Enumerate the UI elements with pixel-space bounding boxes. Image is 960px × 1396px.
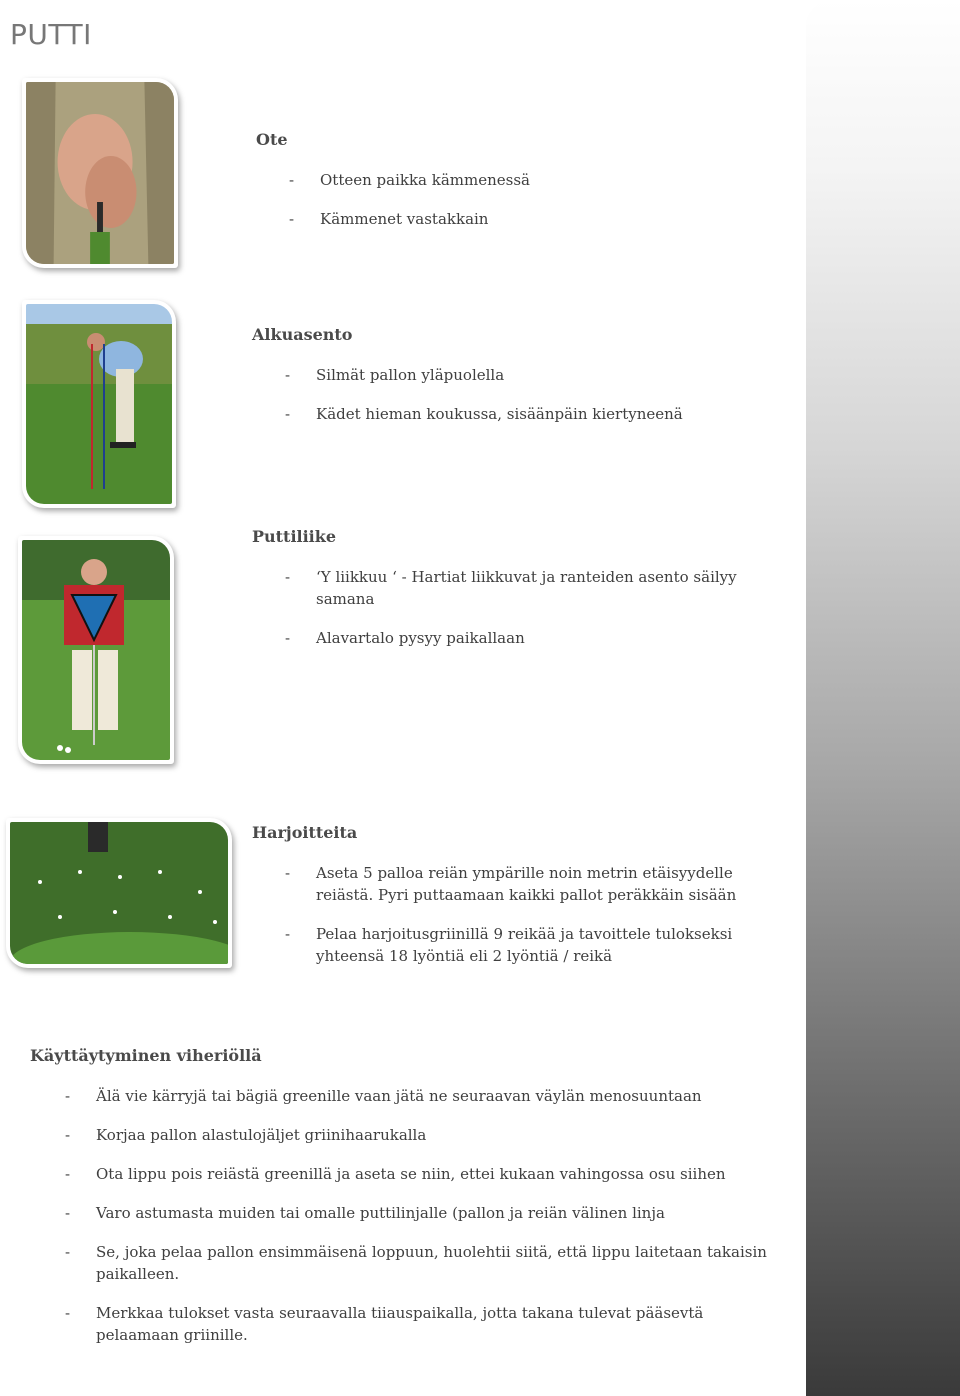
section-heading: Ote xyxy=(256,130,288,149)
grip-photo xyxy=(22,78,178,268)
list-item: - Otteen paikka kämmenessä xyxy=(289,171,530,189)
section-heading: Harjoitteita xyxy=(252,823,358,842)
list-item: - Se, joka pelaa pallon ensimmäisenä loppuun, huolehtii siitä, että lippu laitetaan takaisin paikalleen. xyxy=(65,1243,767,1283)
list-item: - Kämmenet vastakkain xyxy=(289,210,489,228)
list-item: - Ota lippu pois reiästä greenillä ja aseta se niin, ettei kukaan vahingossa osu siihen xyxy=(65,1165,726,1183)
list-item: - Varo astumasta muiden tai omalle puttilinjalle (pallon ja reiän välinen linja xyxy=(65,1204,665,1222)
stroke-photo xyxy=(18,536,174,764)
section-alkuasento xyxy=(252,325,772,442)
list-item: - Älä vie kärryjä tai bägiä greenille vaan jätä ne seuraavan väylän menosuuntaan xyxy=(65,1087,702,1105)
list-item: - Aseta 5 palloa reiän ympärille noin metrin etäisyydelle reiästä. Pyri puttaamaan kaikki pallot peräkkäin sisään xyxy=(285,864,737,904)
list-item: - Korjaa pallon alastulojäljet griinihaarukalla xyxy=(65,1126,427,1144)
section-heading: Käyttäytyminen viheriöllä xyxy=(30,1046,262,1065)
section-ote xyxy=(256,130,776,247)
section-heading: Alkuasento xyxy=(252,325,353,344)
list-item: - Pelaa harjoitusgriinillä 9 reikää ja tavoittele tulokseksi yhteensä 18 lyöntiä eli 2 lyöntiä / reikä xyxy=(285,925,733,965)
setup-photo xyxy=(22,300,176,508)
section-heading: Puttiliike xyxy=(252,527,337,546)
page-title: PUTTI xyxy=(10,18,92,51)
list-item: - Alavartalo pysyy paikallaan xyxy=(285,629,525,647)
practice-green-photo xyxy=(6,818,232,968)
decorative-side-band xyxy=(806,0,960,1396)
list-item: - ‘Y liikkuu ‘ - Hartiat liikkuvat ja ranteiden asento säilyy samana xyxy=(285,568,737,608)
section-harjoitteita xyxy=(252,823,762,984)
list-item: - Merkkaa tulokset vasta seuraavalla tiiauspaikalla, jotta takana tulevat pääsevtä pelaamaan griinille. xyxy=(65,1304,704,1344)
list-item: - Kädet hieman koukussa, sisäänpäin kiertyneenä xyxy=(285,405,683,423)
section-puttiliike xyxy=(252,527,762,666)
section-kayttaytyminen xyxy=(30,1046,790,1363)
list-item: - Silmät pallon yläpuolella xyxy=(285,366,505,384)
